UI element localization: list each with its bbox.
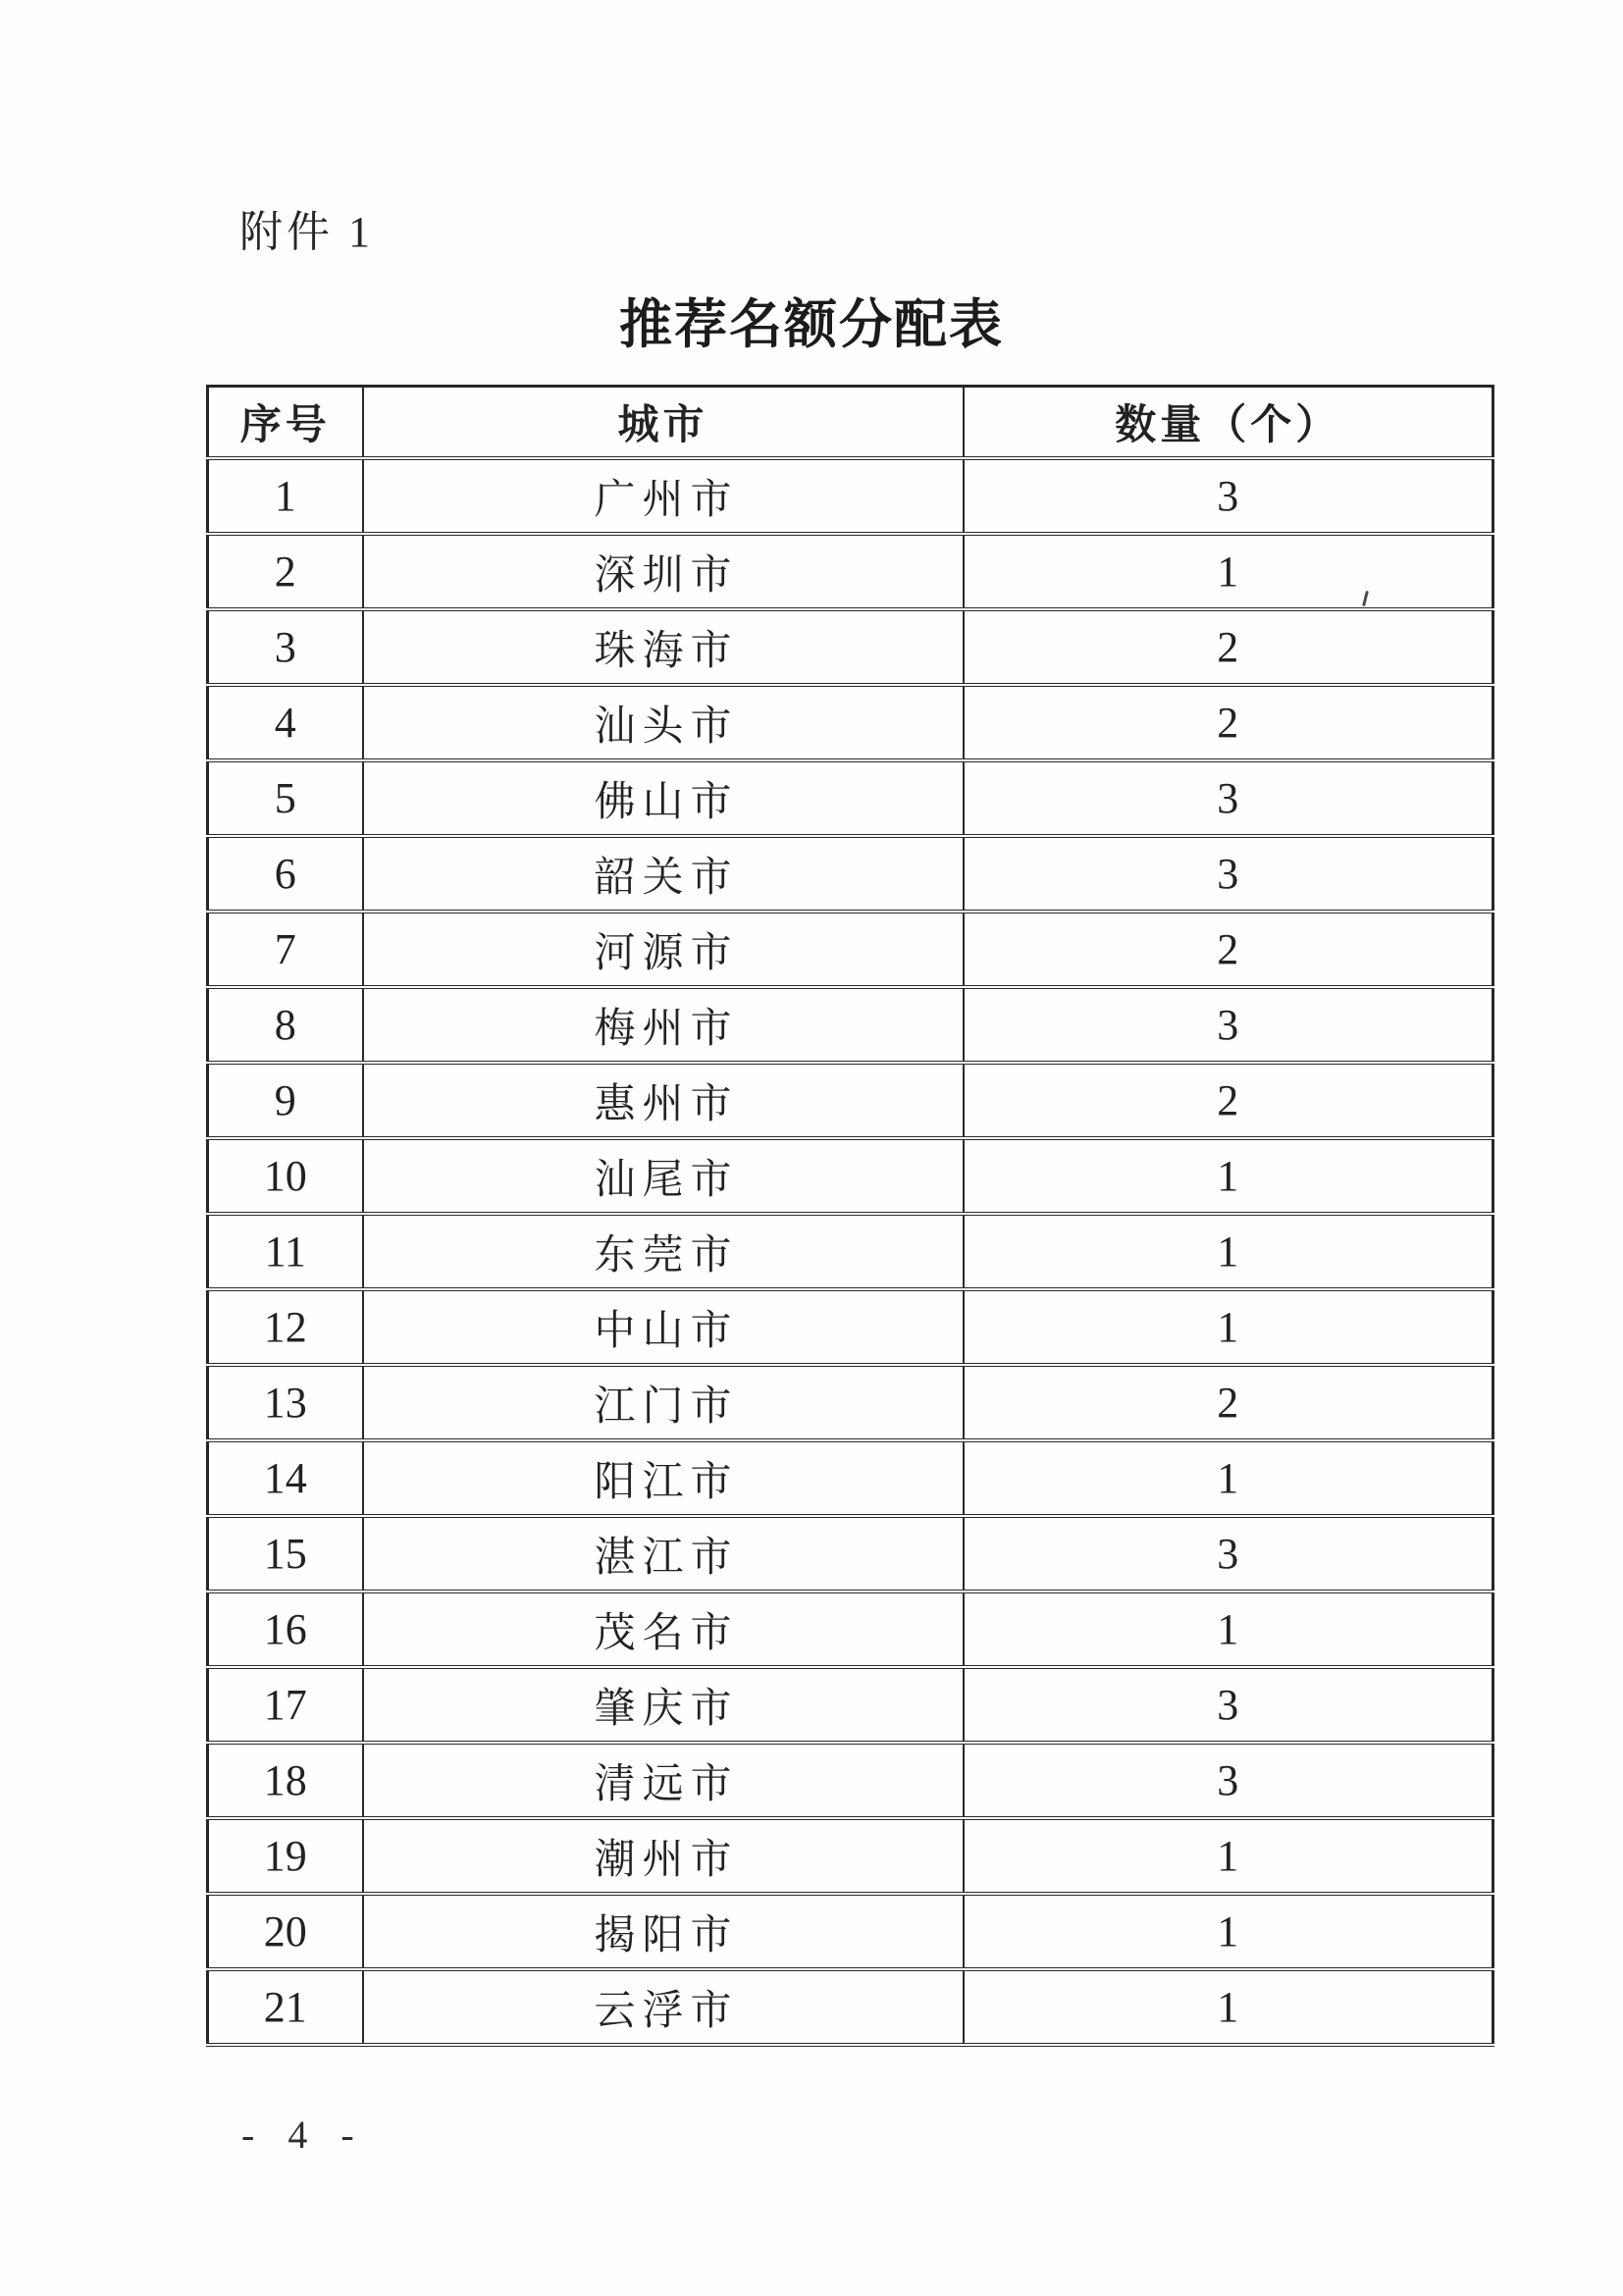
table-row bbox=[208, 1743, 1493, 1818]
quantity-cell: 3 bbox=[964, 1516, 1493, 1592]
quantity-cell: 3 bbox=[964, 458, 1493, 534]
table-row bbox=[208, 760, 1493, 836]
table-row bbox=[208, 1063, 1493, 1138]
table-row bbox=[208, 1440, 1493, 1516]
table-row bbox=[208, 1894, 1493, 1969]
city-cell: 珠海市 bbox=[363, 609, 964, 685]
quantity-cell: 1 bbox=[964, 1592, 1493, 1667]
serial-cell: 8 bbox=[208, 987, 363, 1063]
quantity-cell: 1 bbox=[964, 1969, 1493, 2045]
quota-table bbox=[206, 385, 1494, 2047]
city-cell: 云浮市 bbox=[363, 1969, 964, 2045]
table-body bbox=[208, 458, 1493, 2045]
serial-cell: 1 bbox=[208, 458, 363, 534]
serial-cell: 15 bbox=[208, 1516, 363, 1592]
serial-cell: 13 bbox=[208, 1365, 363, 1440]
serial-cell: 21 bbox=[208, 1969, 363, 2045]
serial-cell: 10 bbox=[208, 1138, 363, 1214]
table-row bbox=[208, 836, 1493, 912]
serial-cell: 7 bbox=[208, 912, 363, 987]
serial-cell: 18 bbox=[208, 1743, 363, 1818]
serial-cell: 5 bbox=[208, 760, 363, 836]
city-cell: 茂名市 bbox=[363, 1592, 964, 1667]
quantity-cell: 1 bbox=[964, 1289, 1493, 1365]
city-cell: 佛山市 bbox=[363, 760, 964, 836]
table-row bbox=[208, 912, 1493, 987]
city-cell: 河源市 bbox=[363, 912, 964, 987]
table-row bbox=[208, 1138, 1493, 1214]
header-city: 城市 bbox=[363, 387, 964, 459]
city-cell: 揭阳市 bbox=[363, 1894, 964, 1969]
header-quantity: 数量（个） bbox=[964, 387, 1493, 459]
table-row bbox=[208, 1818, 1493, 1894]
city-cell: 梅州市 bbox=[363, 987, 964, 1063]
quantity-cell: 3 bbox=[964, 1743, 1493, 1818]
quantity-cell: 2 bbox=[964, 912, 1493, 987]
city-cell: 广州市 bbox=[363, 458, 964, 534]
city-cell: 中山市 bbox=[363, 1289, 964, 1365]
serial-cell: 9 bbox=[208, 1063, 363, 1138]
serial-cell: 6 bbox=[208, 836, 363, 912]
serial-cell: 14 bbox=[208, 1440, 363, 1516]
quantity-cell: 3 bbox=[964, 760, 1493, 836]
table-row bbox=[208, 609, 1493, 685]
serial-cell: 20 bbox=[208, 1894, 363, 1969]
quantity-cell: 2 bbox=[964, 609, 1493, 685]
page-number: - 4 - bbox=[241, 2113, 366, 2157]
quantity-cell: 2 bbox=[964, 1063, 1493, 1138]
header-serial-number: 序号 bbox=[208, 387, 363, 459]
city-cell: 东莞市 bbox=[363, 1214, 964, 1289]
city-cell: 韶关市 bbox=[363, 836, 964, 912]
serial-cell: 19 bbox=[208, 1818, 363, 1894]
quantity-cell: 1 bbox=[964, 1894, 1493, 1969]
city-cell: 汕头市 bbox=[363, 685, 964, 760]
serial-cell: 17 bbox=[208, 1667, 363, 1743]
quantity-cell: 3 bbox=[964, 987, 1493, 1063]
table-row bbox=[208, 987, 1493, 1063]
quantity-cell: 1 bbox=[964, 1138, 1493, 1214]
quantity-cell: 1 bbox=[964, 1440, 1493, 1516]
quantity-cell: 1 bbox=[964, 534, 1493, 609]
quantity-cell: 3 bbox=[964, 836, 1493, 912]
quantity-cell: 3 bbox=[964, 1667, 1493, 1743]
city-cell: 江门市 bbox=[363, 1365, 964, 1440]
city-cell: 惠州市 bbox=[363, 1063, 964, 1138]
serial-cell: 4 bbox=[208, 685, 363, 760]
attachment-label: 附件 1 bbox=[239, 208, 374, 256]
serial-cell: 12 bbox=[208, 1289, 363, 1365]
table-header-row bbox=[208, 387, 1493, 459]
city-cell: 肇庆市 bbox=[363, 1667, 964, 1743]
quantity-cell: 1 bbox=[964, 1214, 1493, 1289]
city-cell: 湛江市 bbox=[363, 1516, 964, 1592]
table-row bbox=[208, 534, 1493, 609]
table-row bbox=[208, 1969, 1493, 2045]
city-cell: 深圳市 bbox=[363, 534, 964, 609]
city-cell: 阳江市 bbox=[363, 1440, 964, 1516]
table-row bbox=[208, 1592, 1493, 1667]
city-cell: 清远市 bbox=[363, 1743, 964, 1818]
table-row bbox=[208, 1214, 1493, 1289]
city-cell: 潮州市 bbox=[363, 1818, 964, 1894]
serial-cell: 2 bbox=[208, 534, 363, 609]
quantity-cell: 2 bbox=[964, 1365, 1493, 1440]
table-row bbox=[208, 685, 1493, 760]
quantity-cell: 1 bbox=[964, 1818, 1493, 1894]
page-title: 推荐名额分配表 bbox=[619, 295, 1004, 354]
table-row bbox=[208, 458, 1493, 534]
table-row bbox=[208, 1365, 1493, 1440]
quantity-cell: 2 bbox=[964, 685, 1493, 760]
serial-cell: 16 bbox=[208, 1592, 363, 1667]
table-row bbox=[208, 1289, 1493, 1365]
table-row bbox=[208, 1516, 1493, 1592]
serial-cell: 11 bbox=[208, 1214, 363, 1289]
city-cell: 汕尾市 bbox=[363, 1138, 964, 1214]
table-row bbox=[208, 1667, 1493, 1743]
serial-cell: 3 bbox=[208, 609, 363, 685]
